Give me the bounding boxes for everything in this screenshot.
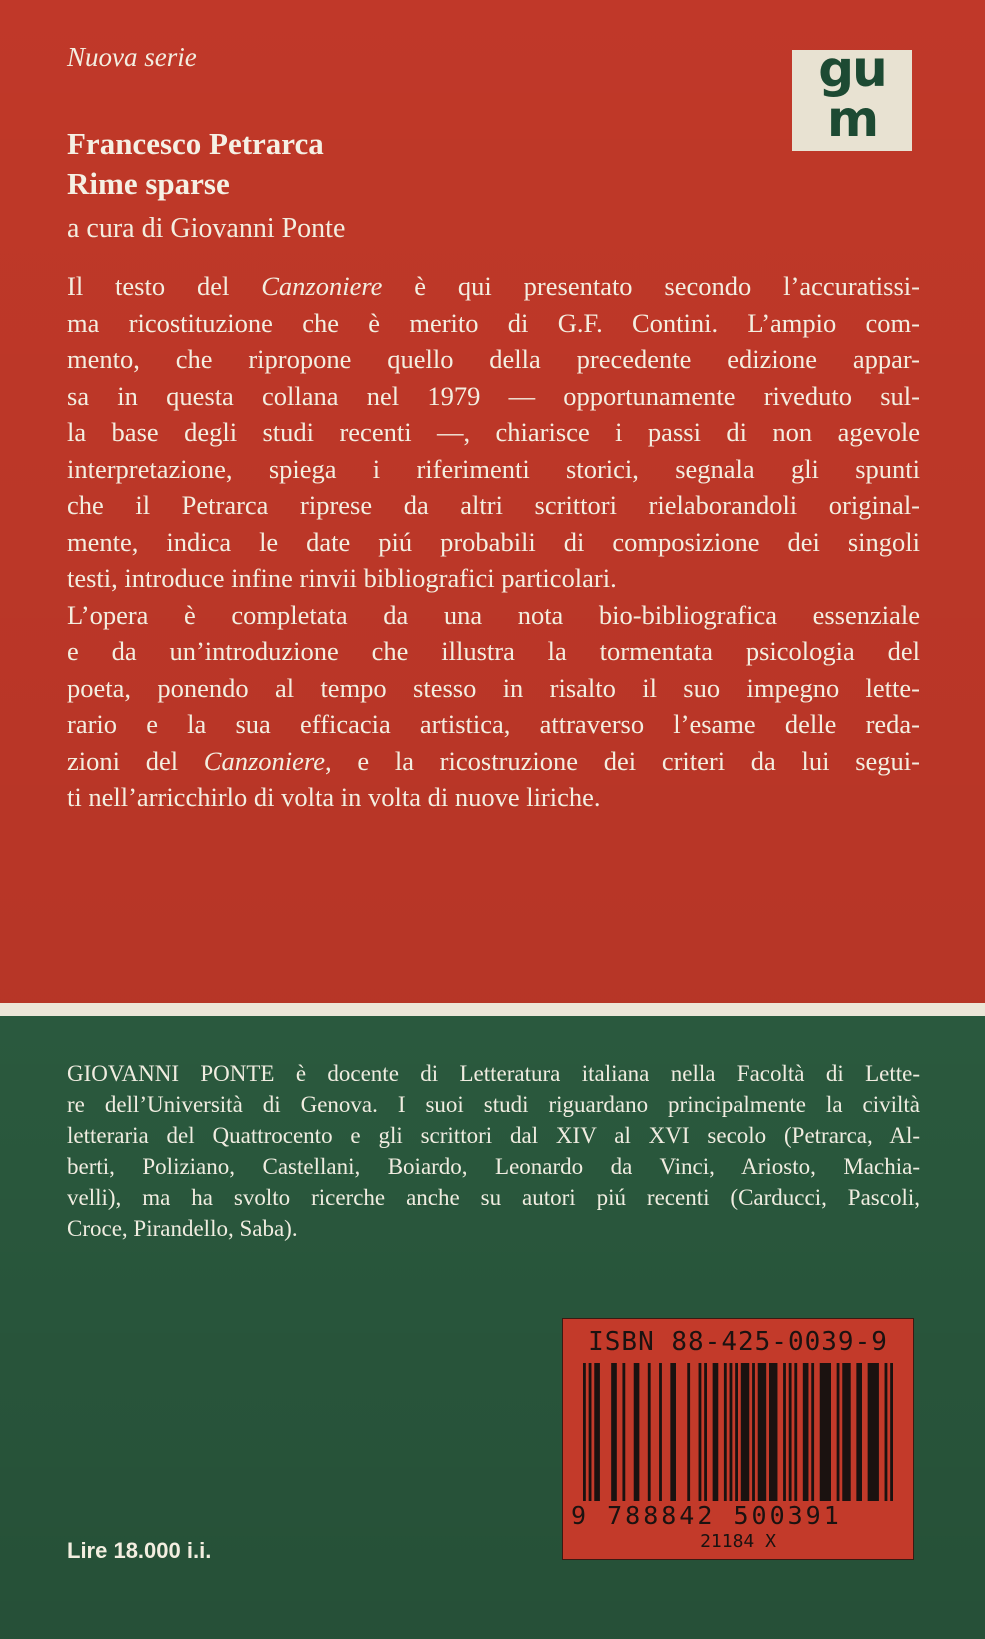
barcode-bar [789, 1363, 792, 1503]
barcode-bar [741, 1363, 749, 1503]
description-line [67, 779, 920, 816]
author-biography [67, 1058, 920, 1244]
description-segment: ma ricostituzione che è merito di G.F. Contini. L’ampio com- [67, 307, 920, 338]
bio-line: velli), ma ha svolto ricerche anche su autori piú recenti (Carducci, Pascoli, [67, 1185, 920, 1210]
description-line [67, 451, 920, 488]
logo-line-2: m [826, 90, 878, 148]
description-segment: sa in questa collana nel 1979 — opportunamente riveduto sul- [67, 380, 920, 411]
description-segment: , e la ricostruzione dei criteri da lui segui- [325, 745, 920, 776]
barcode-bar [885, 1363, 888, 1523]
italic-title: Canzoniere [261, 271, 383, 301]
bio-line: re dell’Università di Genova. I suoi studi riguardano principalmente la civiltà [67, 1092, 920, 1117]
barcode-bar [583, 1363, 586, 1523]
description-segment: poeta, ponendo al tempo stesso in risalto il suo impegno lette- [67, 672, 920, 703]
barcode-bar [594, 1363, 600, 1503]
editor-line: a cura di Giovanni Ponte [67, 213, 346, 244]
divider-stripe [0, 1003, 985, 1016]
barcode-bar [730, 1363, 733, 1523]
barcode-bar [820, 1363, 831, 1503]
description-segment: è qui presentato secondo l’accuratissi- [382, 271, 920, 301]
description-line [67, 597, 920, 634]
barcode-bar [811, 1363, 814, 1503]
description-line [67, 305, 920, 342]
description-segment: mente, indica le date piú probabili di composizione dei singoli [67, 526, 920, 557]
description-line [67, 743, 920, 780]
barcode-bar [769, 1363, 777, 1503]
barcode-bar [752, 1363, 755, 1503]
publisher-logo [792, 40, 912, 151]
barcode-bar [611, 1363, 617, 1503]
barcode-bar [842, 1363, 850, 1503]
barcode-bar [783, 1363, 786, 1503]
catalog-code: 21184 X [700, 1531, 776, 1552]
price-label: Lire 18.000 i.i. [67, 1538, 212, 1563]
bio-line: GIOVANNI PONTE è docente di Letteratura italiana nella Facoltà di Lette- [67, 1061, 920, 1086]
series-label: Nuova serie [67, 42, 197, 72]
barcode-bar [803, 1363, 809, 1503]
description-text [67, 268, 920, 816]
barcode-bar [735, 1363, 738, 1523]
barcode-bar [648, 1363, 651, 1503]
logo-line-1: gu [818, 40, 886, 98]
bio-line: berti, Poliziano, Castellani, Boiardo, Leonardo da Vinci, Ariosto, Machia- [67, 1154, 920, 1179]
isbn-barcode-box [562, 1318, 914, 1560]
description-segment: testi, introduce infine rinvii bibliografici particolari. [67, 563, 617, 593]
description-line [67, 560, 920, 597]
description-segment: Il testo del [67, 271, 262, 301]
description-line [67, 414, 920, 451]
italic-title: Canzoniere [203, 745, 326, 776]
description-line [67, 633, 920, 670]
barcode-bar [687, 1363, 690, 1503]
barcode-bar [837, 1363, 840, 1503]
isbn-number: ISBN 88-425-0039-9 [588, 1327, 888, 1357]
description-segment: che il Petrarca riprese da altri scrittori rielaborandoli original- [67, 490, 920, 520]
barcode-bar [634, 1363, 640, 1503]
barcode-bar [589, 1363, 592, 1523]
description-line [67, 670, 920, 707]
barcode-bar [659, 1363, 662, 1503]
description-line [67, 341, 920, 378]
description-line [67, 268, 920, 305]
barcode-bar [856, 1363, 862, 1503]
description-segment: interpretazione, spiega i riferimenti storici, segnala gli spunti [67, 453, 920, 484]
ean-number: 9 788842 500391 [569, 1501, 909, 1530]
barcode-bar [704, 1363, 707, 1503]
description-segment: e da un’introduzione che illustra la tormentata psicologia del [67, 636, 920, 666]
barcode-bar [622, 1363, 625, 1503]
description-line [67, 706, 920, 743]
barcode-bar [699, 1363, 702, 1503]
barcode-bar [670, 1363, 676, 1503]
barcode-bar [713, 1363, 719, 1503]
barcode-bar [794, 1363, 797, 1503]
book-title: Rime sparse [67, 166, 230, 201]
description-line [67, 378, 920, 415]
author-name: Francesco Petrarca [67, 126, 324, 161]
bio-line: letteraria del Quattrocento e gli scrittori dal XIV al XVI secolo (Petrarca, Al- [67, 1123, 920, 1148]
barcode-bar [724, 1363, 727, 1503]
bio-line: Croce, Pirandello, Saba). [67, 1216, 298, 1241]
description-segment: rario e la sua efficacia artistica, attraverso l’esame delle reda- [67, 709, 920, 739]
barcode-bar [758, 1363, 766, 1503]
description-line [67, 487, 920, 524]
description-segment: zioni del [67, 745, 204, 776]
description-line [67, 524, 920, 561]
description-segment: mento, che ripropone quello della precedente edizione appar- [67, 344, 920, 374]
description-segment: L’opera è completata da una nota bio-bibliografica essenziale [67, 599, 920, 630]
barcode [577, 1363, 899, 1523]
barcode-bar [868, 1363, 879, 1503]
barcode-bar [890, 1363, 893, 1523]
description-segment: la base degli studi recenti —, chiarisce i passi di non agevole [67, 417, 920, 447]
description-segment: ti nell’arricchirlo di volta in volta di nuove liriche. [67, 782, 601, 812]
